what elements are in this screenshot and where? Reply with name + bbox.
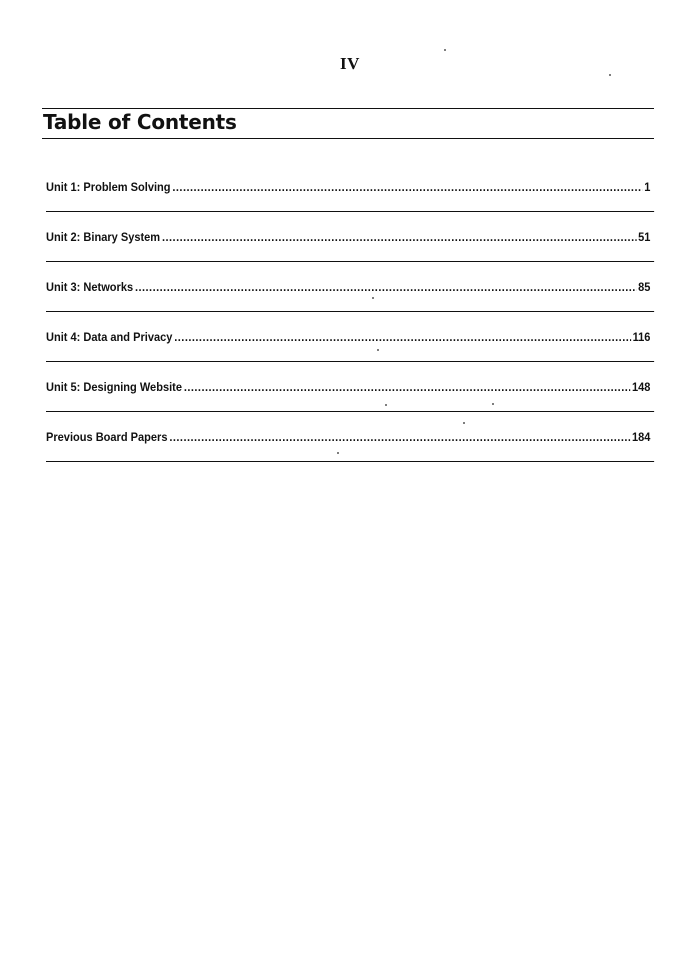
scan-speck [609, 74, 611, 76]
dot-leader [172, 180, 642, 194]
scan-speck [444, 49, 446, 51]
dot-leader [135, 280, 636, 294]
page-title: Table of Contents [43, 110, 237, 134]
toc-entry-unit-4 [46, 312, 654, 362]
scan-speck [372, 297, 374, 299]
scan-speck [337, 452, 339, 454]
toc-entry-label: Unit 1: Problem Solving [46, 179, 171, 194]
toc-entry-board-papers [46, 412, 654, 462]
toc-entry-page: 51 [638, 229, 651, 244]
toc-entry-page: 184 [632, 429, 651, 444]
dot-leader [174, 330, 631, 344]
scan-speck [492, 403, 494, 405]
toc-entry-page: 1 [644, 179, 651, 194]
toc-entry-label: Previous Board Papers [46, 429, 168, 444]
title-top-rule [42, 108, 654, 109]
toc-entry-page: 85 [638, 279, 651, 294]
toc-entry-page: 116 [632, 329, 651, 344]
page-number: IV [340, 54, 360, 73]
scan-speck [377, 349, 379, 351]
toc-entry-label: Unit 3: Networks [46, 279, 134, 294]
dot-leader [184, 380, 630, 394]
scan-speck [463, 422, 465, 424]
title-bottom-rule [42, 138, 654, 139]
toc-entry-unit-1 [46, 162, 654, 212]
toc-entry-page: 148 [632, 379, 651, 394]
toc-entry-label: Unit 5: Designing Website [46, 379, 182, 394]
table-of-contents [46, 162, 654, 462]
toc-entry-label: Unit 2: Binary System [46, 229, 161, 244]
toc-entry-unit-3 [46, 262, 654, 312]
toc-entry-unit-5 [46, 362, 654, 412]
toc-entry-label: Unit 4: Data and Privacy [46, 329, 173, 344]
dot-leader [162, 230, 636, 244]
scan-speck [385, 404, 387, 406]
toc-entry-unit-2 [46, 212, 654, 262]
dot-leader [169, 430, 630, 444]
